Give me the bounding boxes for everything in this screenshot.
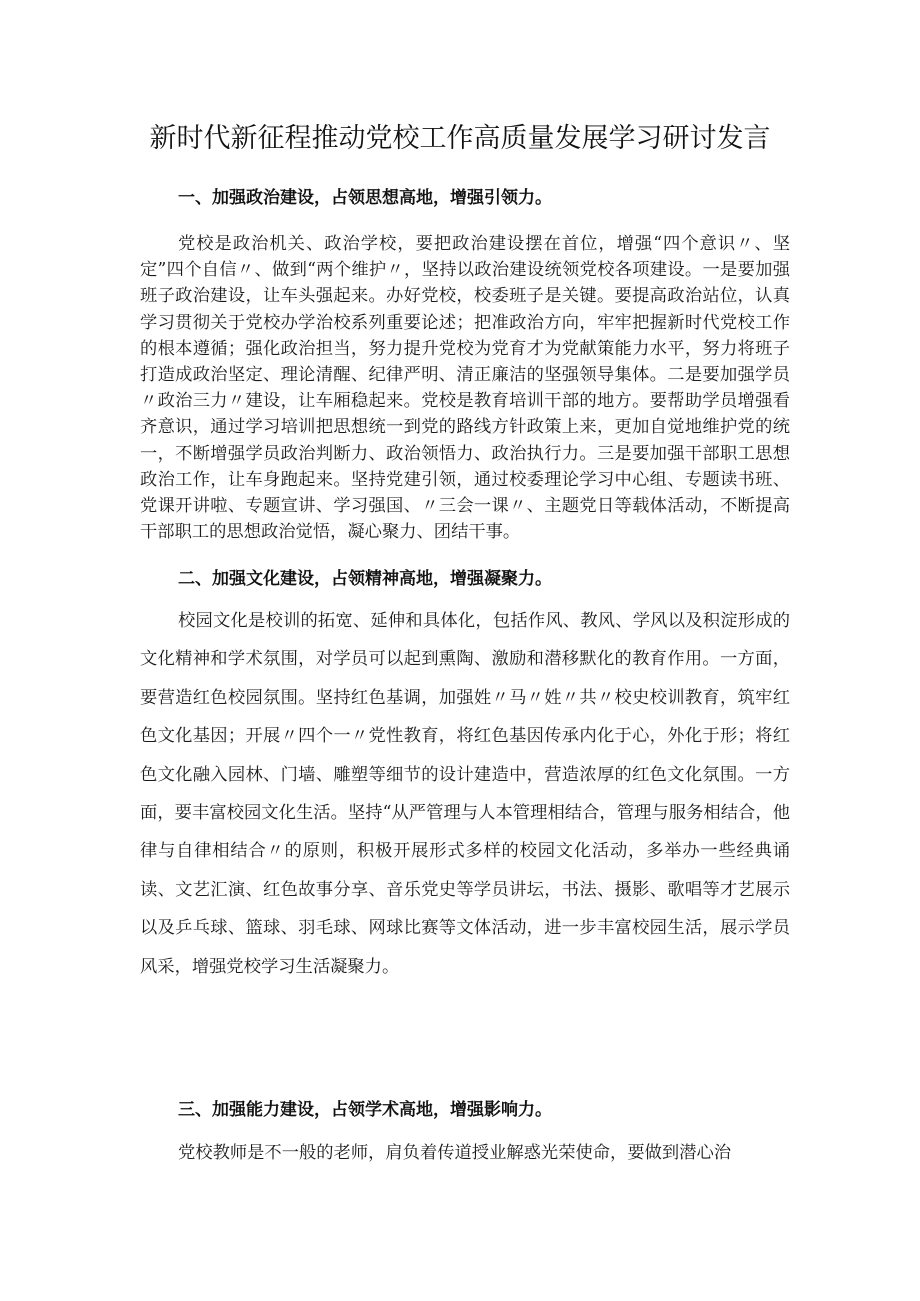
section-3-paragraph: 党校教师是不一般的老师，肩负着传道授业解惑光荣使命，要做到潜心治 xyxy=(178,1143,732,1163)
section-2-heading: 二、加强文化建设，占领精神高地，增强凝聚力。 xyxy=(178,569,552,589)
section-1-paragraph: 党校是政治机关、政治学校，要把政治建设摆在首位，增强“四个意识〃、坚定”四个自信〃、做到“两个维护〃，坚持以政治建设统领党校各项建设。一是要加强班子政治建设，让车头强起来。办好党校，校委班子是关键。要提高政治站位，认真学习贯彻关于党校办学治校系列重要论述；把准政治方向，牢牢把握新时代党校工作的根本遵循；强化政治担当，努力提升党校为党育才为党献策能力水平，努力将班子打造成政治坚定、理论清醒、纪律严明、清正廉洁的坚强领导集体。二是要加强学员〃政治三力〃建设，让车厢稳起来。党校是教育培训干部的地方。要帮助学员增强看齐意识，通过学习培训把思想统一到党的路线方针政策上来，更加自觉地维护党的统一，不断增强学员政治判断力、政治领悟力、政治执行力。三是要加强干部职工思想政治工作，让车身跑起来。坚持党建引领，通过校委理论学习中心组、专题读书班、党课开讲啦、专题宣讲、学习强国、〃三会一课〃、主题党日等载体活动，不断提高干部职工的思想政治觉悟，凝心聚力、团结干事。 xyxy=(140,234,790,543)
document-title: 新时代新征程推动党校工作高质量发展学习研讨发言 xyxy=(149,123,771,154)
section-3-heading: 三、加强能力建设，占领学术高地，增强影响力。 xyxy=(178,1100,552,1120)
section-1-heading: 一、加强政治建设，占领思想高地，增强引领力。 xyxy=(178,188,552,208)
section-2-paragraph: 校园文化是校训的拓宽、延伸和具体化，包括作风、教风、学风以及积淀形成的文化精神和学术氛围，对学员可以起到熏陶、激励和潜移默化的教育作用。一方面，要营造红色校园氛围。坚持红色基调，加强姓〃马〃姓〃共〃校史校训教育，筑牢红色文化基因；开展〃四个一〃党性教育，将红色基因传承内化于心，外化于形；将红色文化融入园林、门墙、雕塑等细节的设计建造中，营造浓厚的红色文化氛围。一方面，要丰富校园文化生活。坚持“从严管理与人本管理相结合，管理与服务相结合，他律与自律相结合〃的原则，积极开展形式多样的校园文化活动，多举办一些经典诵读、文艺汇演、红色故事分享、音乐党史等学员讲坛，书法、摄影、歌唱等才艺展示以及乒乓球、篮球、羽毛球、网球比赛等文体活动，进一步丰富校园生活，展示学员风采，增强党校学习生活凝聚力。 xyxy=(140,611,790,977)
